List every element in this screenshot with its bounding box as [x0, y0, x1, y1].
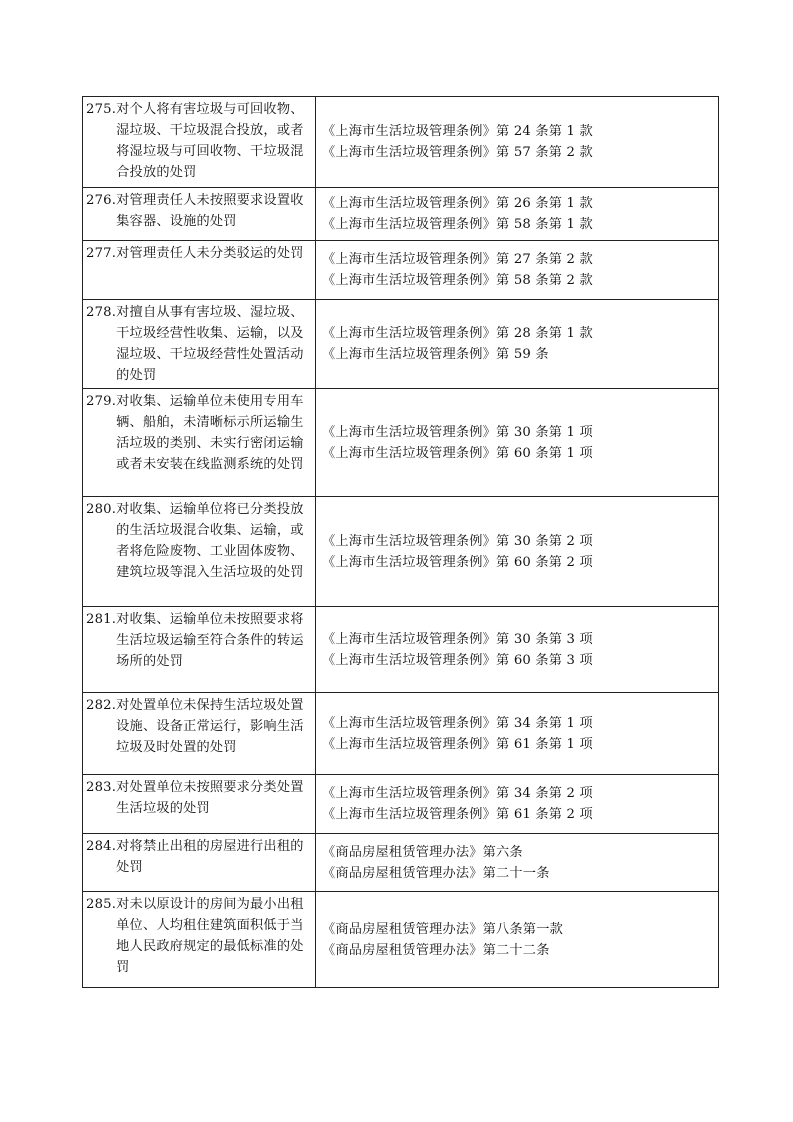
legal-basis-cell: [316, 775, 719, 834]
item-description: 对收集、运输单位将已分类投放的生活垃圾混合收集、运输，或者将危险废物、工业固体废物、建筑垃圾等混入生活垃圾的处罚: [116, 502, 304, 580]
penalty-item-cell: [83, 775, 316, 834]
table-row: [83, 892, 719, 988]
item-number: 285.: [86, 897, 117, 912]
table-row: [83, 693, 719, 775]
item-number: 276.: [86, 193, 117, 208]
legal-reference: 《上海市生活垃圾管理条例》第 59 条: [322, 347, 549, 362]
table-row: [83, 188, 719, 241]
legal-basis-cell: [316, 892, 719, 988]
legal-basis-cell: [316, 834, 719, 892]
legal-reference: 《上海市生活垃圾管理条例》第 30 条第 2 项: [322, 533, 593, 549]
legal-reference: 《上海市生活垃圾管理条例》第 57 条第 2 款: [322, 145, 593, 160]
penalty-item-cell: [83, 892, 316, 988]
item-description: 对将禁止出租的房屋进行出租的处罚: [116, 839, 304, 875]
legal-basis-cell: [316, 97, 719, 188]
item-description: 对擅自从事有害垃圾、湿垃圾、干垃圾经营性收集、运输，以及湿垃圾、干垃圾经营性处置活动的处罚: [116, 305, 304, 383]
table-row: [83, 607, 719, 693]
item-number: 281.: [86, 612, 117, 627]
item-number: 277.: [86, 246, 117, 261]
penalty-item-cell: [83, 693, 316, 775]
legal-reference: 《上海市生活垃圾管理条例》第 28 条第 1 款: [322, 326, 593, 341]
legal-reference: 《上海市生活垃圾管理条例》第 60 条第 1 项: [322, 445, 593, 461]
table-row: [83, 834, 719, 892]
legal-basis-cell: [316, 241, 719, 300]
item-description: 对处置单位未按照要求分类处置生活垃圾的处罚: [116, 780, 304, 816]
legal-reference: 《上海市生活垃圾管理条例》第 61 条第 1 项: [322, 736, 593, 752]
item-description: 对管理责任人未按照要求设置收集容器、设施的处罚: [116, 193, 304, 229]
item-number: 275.: [86, 102, 117, 117]
table-row: [83, 497, 719, 607]
penalty-item-cell: [83, 497, 316, 607]
regulation-table: [82, 96, 719, 988]
legal-reference: 《商品房屋租赁管理办法》第二十二条: [322, 942, 550, 958]
legal-basis-cell: [316, 389, 719, 497]
legal-basis-cell: [316, 300, 719, 389]
legal-reference: 《上海市生活垃圾管理条例》第 58 条第 2 款: [322, 273, 593, 288]
legal-reference: 《上海市生活垃圾管理条例》第 26 条第 1 款: [322, 196, 593, 211]
item-number: 280.: [86, 502, 117, 517]
legal-reference: 《上海市生活垃圾管理条例》第 24 条第 1 款: [322, 124, 593, 139]
item-description: 对收集、运输单位未按照要求将生活垃圾运输至符合条件的转运场所的处罚: [116, 612, 304, 669]
legal-basis-cell: [316, 607, 719, 693]
item-number: 283.: [86, 780, 117, 795]
table-row: [83, 775, 719, 834]
item-description: 对未以原设计的房间为最小出租单位、人均租住建筑面积低于当地人民政府规定的最低标准的处罚: [116, 897, 304, 975]
legal-basis-cell: [316, 188, 719, 241]
legal-reference: 《上海市生活垃圾管理条例》第 34 条第 2 项: [322, 786, 593, 801]
legal-reference: 《上海市生活垃圾管理条例》第 30 条第 1 项: [322, 424, 593, 440]
item-description: 对个人将有害垃圾与可回收物、湿垃圾、干垃圾混合投放，或者将湿垃圾与可回收物、干垃圾混合投放的处罚: [116, 102, 304, 180]
item-number: 278.: [86, 305, 117, 320]
table-row: [83, 389, 719, 497]
legal-reference: 《上海市生活垃圾管理条例》第 60 条第 3 项: [322, 652, 593, 668]
legal-reference: 《上海市生活垃圾管理条例》第 27 条第 2 款: [322, 252, 593, 267]
legal-reference: 《上海市生活垃圾管理条例》第 34 条第 1 项: [322, 715, 593, 731]
penalty-item-cell: [83, 834, 316, 892]
penalty-item-cell: [83, 607, 316, 693]
table-row: [83, 97, 719, 188]
item-number: 284.: [86, 839, 117, 854]
item-number: 282.: [86, 698, 117, 713]
legal-basis-cell: [316, 497, 719, 607]
penalty-item-cell: [83, 389, 316, 497]
legal-reference: 《商品房屋租赁管理办法》第二十一条: [322, 865, 550, 881]
legal-basis-cell: [316, 693, 719, 775]
table-row: [83, 300, 719, 389]
penalty-item-cell: [83, 300, 316, 389]
penalty-item-cell: [83, 97, 316, 188]
item-description: 对收集、运输单位未使用专用车辆、船舶，未清晰标示所运输生活垃圾的类别、未实行密闭运输或者未安装在线监测系统的处罚: [116, 394, 304, 472]
table-row: [83, 241, 719, 300]
penalty-item-cell: [83, 241, 316, 300]
legal-reference: 《上海市生活垃圾管理条例》第 58 条第 1 款: [322, 217, 593, 232]
item-description: 对管理责任人未分类驳运的处罚: [116, 246, 304, 261]
legal-reference: 《上海市生活垃圾管理条例》第 61 条第 2 项: [322, 807, 593, 822]
penalty-item-cell: [83, 188, 316, 241]
item-number: 279.: [86, 394, 117, 409]
legal-reference: 《商品房屋租赁管理办法》第八条第一款: [322, 921, 563, 937]
legal-reference: 《上海市生活垃圾管理条例》第 60 条第 2 项: [322, 554, 593, 570]
legal-reference: 《商品房屋租赁管理办法》第六条: [322, 844, 523, 860]
item-description: 对处置单位未保持生活垃圾处置设施、设备正常运行，影响生活垃圾及时处置的处罚: [116, 698, 304, 755]
legal-reference: 《上海市生活垃圾管理条例》第 30 条第 3 项: [322, 631, 593, 647]
